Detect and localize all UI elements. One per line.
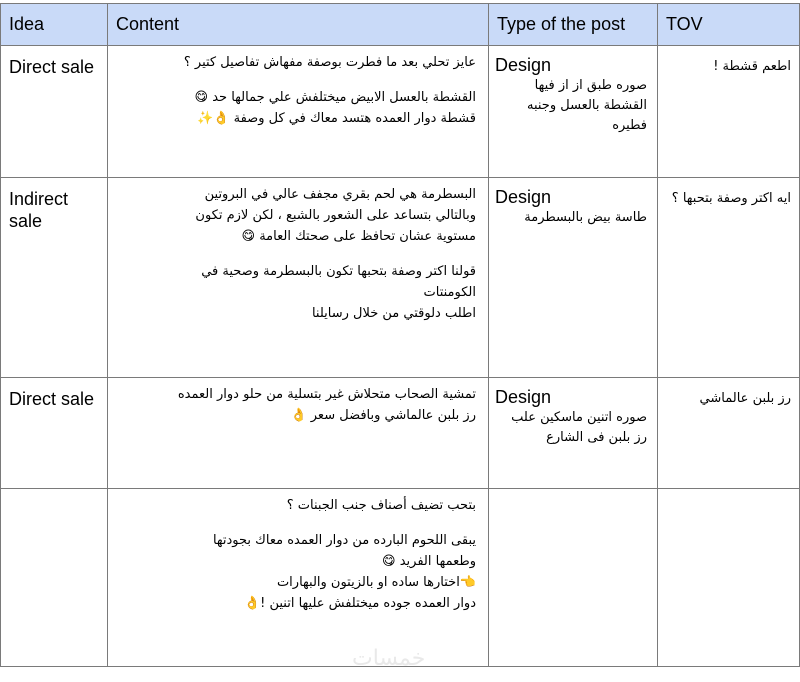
- content-line: 👈اختارها ساده او بالزيتون والبهارات: [276, 575, 476, 590]
- header-row: [1, 4, 800, 46]
- type-description: طاسة بيض بالبسطرمة: [524, 210, 647, 225]
- content-plan-table: [0, 3, 800, 667]
- content-line: قولنا اكتر وصفة بتحبها تكون بالبسطرمة وصحية في: [201, 264, 476, 279]
- content-line: البسطرمة هي لحم بقري مجفف عالي في البروتين: [204, 187, 476, 202]
- idea-cell: Direct sale: [1, 378, 108, 489]
- header-type: Type of the post: [489, 4, 658, 46]
- idea-cell: [1, 489, 108, 667]
- content-line: القشطة بالعسل الابيض ميختلفش علي جمالها حد 😋: [194, 90, 476, 105]
- type-label: Design: [495, 55, 552, 75]
- content-line: بتحب تضيف أصناف جنب الجبنات ؟: [286, 498, 476, 513]
- header-content: Content: [108, 4, 489, 46]
- content-line: مستوية عشان تحافظ على صحتك العامة 😋: [241, 229, 476, 244]
- content-line: تمشية الصحاب متحلاش غير بتسلية من حلو دوار العمده: [177, 387, 476, 402]
- header-tov: TOV: [658, 4, 800, 46]
- content-line: يبقى اللحوم البارده من دوار العمده معاك بجودتها: [212, 533, 476, 548]
- content-line: دوار العمده جوده ميختلفش عليها اتنين !👌: [243, 596, 476, 611]
- header-idea: Idea: [1, 4, 108, 46]
- content-cell: [108, 178, 489, 378]
- tov-cell: اطعم قشطة !: [658, 46, 800, 178]
- blank-line: [116, 247, 476, 261]
- content-line: اطلب دلوقتي من خلال رسايلنا: [311, 306, 476, 321]
- tov-cell: [658, 489, 800, 667]
- table-row: [1, 378, 800, 489]
- idea-cell: Indirect sale: [1, 178, 108, 378]
- blank-line: [116, 516, 476, 530]
- content-cell: [108, 489, 489, 667]
- content-cell: [108, 378, 489, 489]
- type-label: Design: [495, 187, 552, 207]
- table-row: [1, 46, 800, 178]
- watermark: خمسات: [352, 646, 426, 671]
- type-description: صوره اتنين ماسكين علب رز بلبن فى الشارع: [511, 410, 647, 445]
- blank-line: [116, 73, 476, 87]
- type-cell: [489, 46, 658, 178]
- content-cell: [108, 46, 489, 178]
- type-cell: [489, 489, 658, 667]
- type-label: Design: [495, 387, 552, 407]
- type-cell: [489, 178, 658, 378]
- content-line: الكومنتات: [423, 285, 476, 300]
- type-description: صوره طبق از از فيها القشطة بالعسل وجنبه فطيره: [526, 78, 647, 133]
- idea-cell: Direct sale: [1, 46, 108, 178]
- content-line: وطعمها الفريد 😋: [382, 554, 476, 569]
- table-row: [1, 178, 800, 378]
- tov-cell: ايه اكتر وصفة بتحبها ؟: [658, 178, 800, 378]
- content-line: قشطة دوار العمده هتسد معاك في كل وصفة 👌✨: [197, 111, 476, 126]
- content-line: عايز تحلي بعد ما فطرت بوصفة مفهاش تفاصيل كتير ؟: [183, 55, 476, 70]
- table-row: [1, 489, 800, 667]
- tov-cell: رز بلبن عالماشي: [658, 378, 800, 489]
- type-cell: [489, 378, 658, 489]
- content-line: رز بلبن عالماشي وبافضل سعر 👌: [290, 408, 476, 423]
- content-line: وبالتالي بتساعد على الشعور بالشبع ، لكن لازم تكون: [195, 208, 476, 223]
